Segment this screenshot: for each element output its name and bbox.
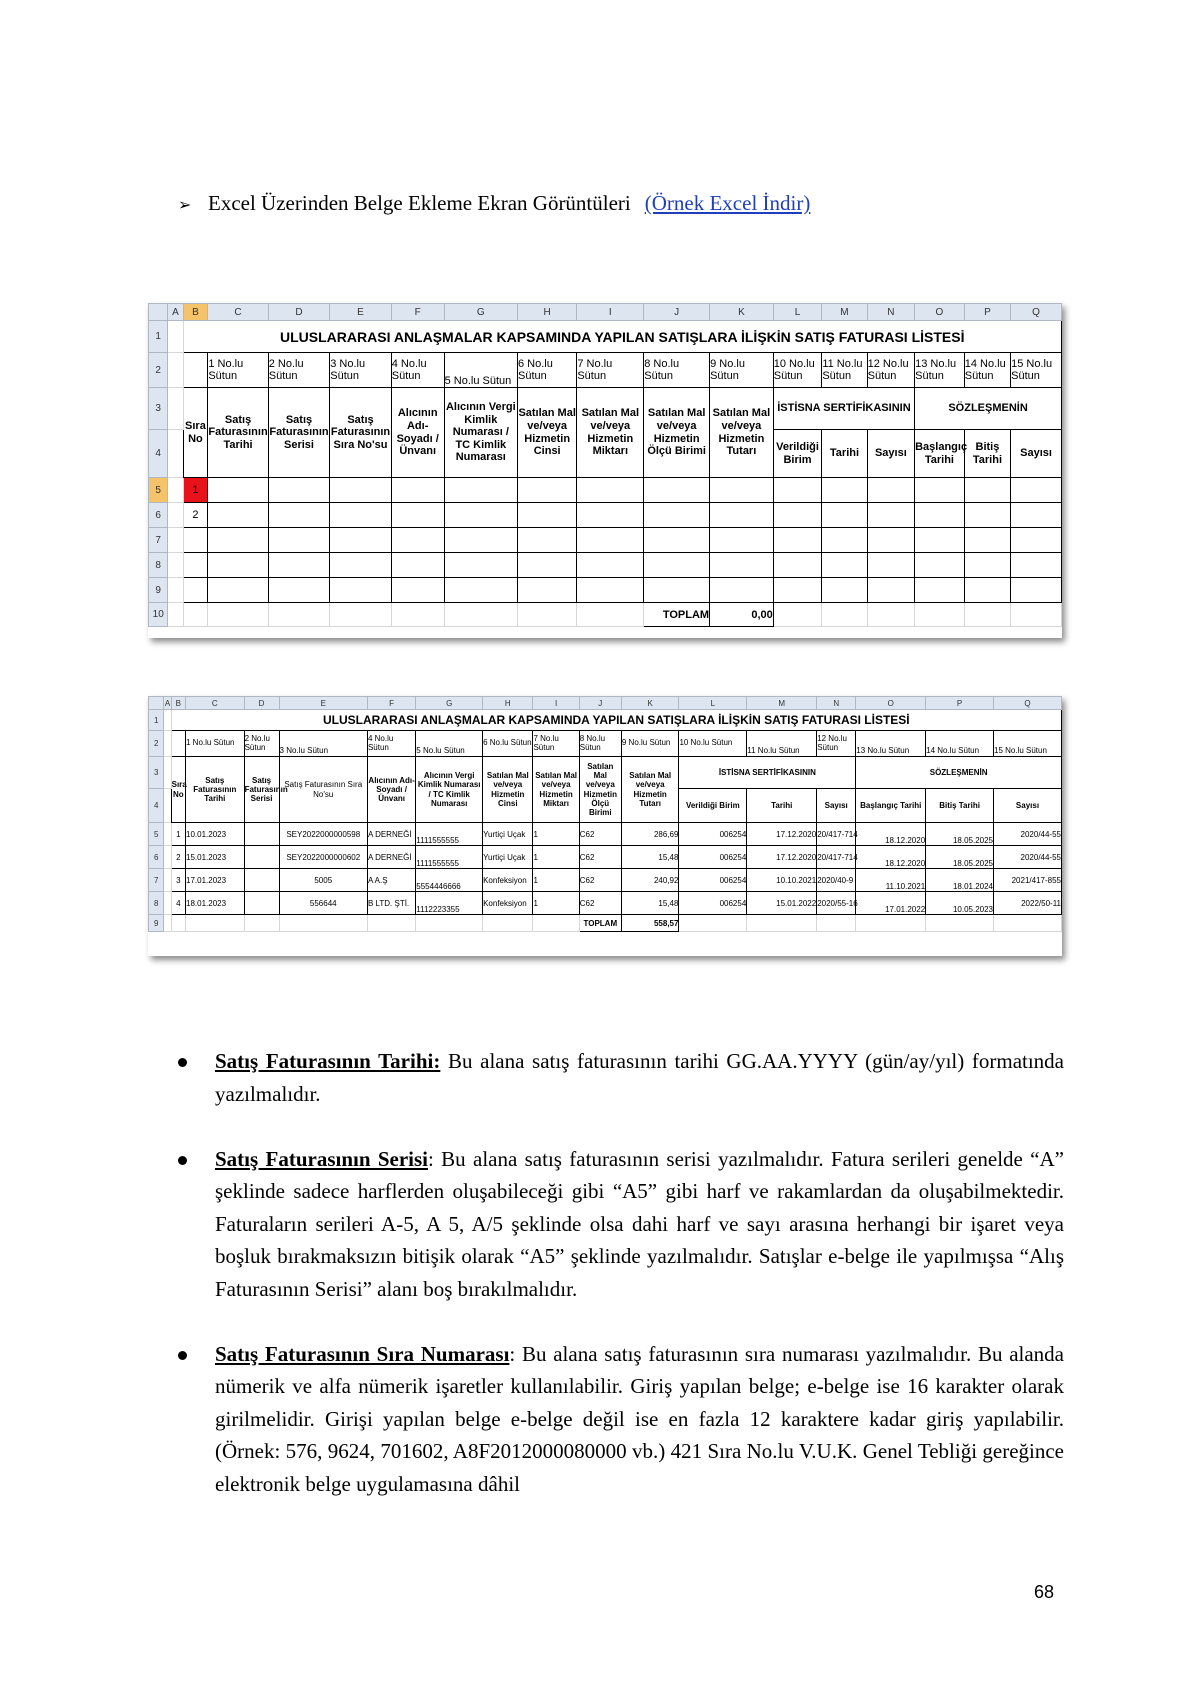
header-bitis: Bitiş Tarihi [926, 789, 994, 823]
col-header-i[interactable]: I [577, 304, 644, 321]
col-header-e[interactable]: E [279, 697, 367, 710]
cell-sira-2[interactable]: 2 [183, 503, 208, 528]
cell-cinsi[interactable]: Konfeksiyon [483, 892, 533, 915]
subheader-7: 7 No.lu Sütun [577, 353, 644, 388]
subheader-11: 11 No.lu Sütun [747, 731, 817, 757]
subheader-9: 9 No.lu Sütun [621, 731, 679, 757]
col-header-q[interactable]: Q [994, 697, 1062, 710]
heading-text: Excel Üzerinden Belge Ekleme Ekran Görüntüleri [208, 191, 631, 215]
header-bitis: Bitiş Tarihi [964, 430, 1010, 478]
cell-ist-tarihi[interactable]: 17.12.2020 [747, 823, 817, 846]
cell-tutari[interactable]: 15,48 [621, 846, 679, 869]
col-header-c[interactable]: C [208, 304, 268, 321]
cell-vergi[interactable]: 1111555555 [416, 846, 483, 869]
list-item [178, 1143, 1064, 1306]
subheader-12: 12 No.lu Sütun [817, 731, 856, 757]
cell-tarih[interactable]: 17.01.2023 [186, 869, 245, 892]
sheet2-table [148, 696, 1062, 932]
toplam-label: TOPLAM [644, 603, 710, 627]
cell-miktari[interactable]: 1 [533, 846, 579, 869]
col-header-m[interactable]: M [822, 304, 867, 321]
bullet-dot-icon [178, 1058, 187, 1067]
subheader-6: 6 No.lu Sütun [518, 353, 577, 388]
header-soz-sayisi: Sayısı [1011, 430, 1062, 478]
cell-tutari[interactable]: 15,48 [621, 892, 679, 915]
list-item [178, 1338, 1064, 1501]
subheader-12: 12 No.lu Sütun [867, 353, 914, 388]
header-sozlesme: SÖZLEŞMENİN [915, 388, 1062, 430]
cell-serisi[interactable] [244, 892, 279, 915]
cell-verildigi[interactable]: 006254 [679, 869, 747, 892]
table-row [149, 892, 1062, 915]
header-olcu: Satılan Mal ve/veya Hizmetin Ölçü Birimi [644, 388, 710, 478]
header-serisi: Satış Faturasının Serisi [244, 757, 279, 823]
cell-bitis[interactable]: 10.05.2023 [926, 892, 994, 915]
cell-tutari[interactable]: 240,92 [621, 869, 679, 892]
row-header-1[interactable]: 1 [149, 710, 164, 731]
bullet-dot-icon [178, 1156, 187, 1165]
header-istisna: İSTİSNA SERTİFİKASININ [679, 757, 856, 789]
bullet-text: : Bu alana satış faturasının serisi yazılmalıdır. Fatura serileri genelde “A” şeklinde sadece harflerden oluşabileceği gibi “A5” gibi harf ve rakamlardan da oluşabilmektedir. Faturaların serileri A-5, A 5, A/5 şeklinde olsa dahi harf ve sayı arasına herhangi bir işaret veya boşluk bırakmaksızın bitişik olarak “A5” şeklinde yazılmalıdır. Satışlar e-belge ile yapılmışsa “Alış Faturasının Serisi” alanı boş bırakılmalıdır. [215, 1146, 1064, 1301]
bullet-term: Satış Faturasının Tarihi: [215, 1049, 441, 1073]
cell-sira-no[interactable]: 4 [171, 892, 185, 915]
col-header-b[interactable]: B [171, 697, 185, 710]
header-ist-sayisi: Sayısı [817, 789, 856, 823]
subheader-8: 8 No.lu Sütun [579, 731, 621, 757]
header-tarih: Satış Faturasının Tarihi [208, 388, 268, 478]
subheader-1: 1 No.lu Sütun [208, 353, 268, 388]
cell-soz-sayisi[interactable]: 2021/417-855 [994, 869, 1062, 892]
table-row [149, 478, 1062, 503]
col-header-h[interactable]: H [483, 697, 533, 710]
cell-verildigi[interactable]: 006254 [679, 846, 747, 869]
bullet-term: Satış Faturasının Sıra Numarası [215, 1341, 510, 1366]
table-row [149, 846, 1062, 869]
subheader-4: 4 No.lu Sütun [367, 731, 415, 757]
header-baslangic: Başlangıç Tarihi [915, 430, 965, 478]
cell-ist-sayisi[interactable]: 20/417-714 [817, 823, 856, 846]
subheader-9: 9 No.lu Sütun [710, 353, 774, 388]
col-header-a[interactable]: A [164, 698, 171, 708]
subheader-15: 15 No.lu Sütun [1011, 353, 1062, 388]
col-header-n[interactable]: N [817, 697, 856, 710]
cell-tarih[interactable]: 18.01.2023 [186, 892, 245, 915]
header-istisna: İSTİSNA SERTİFİKASININ [773, 388, 914, 430]
cell-sira[interactable]: 5005 [279, 869, 367, 892]
cell-tarih[interactable]: 15.01.2023 [186, 846, 245, 869]
col-header-d[interactable]: D [244, 697, 279, 710]
col-header-c[interactable]: C [186, 697, 245, 710]
cell-baslangic[interactable]: 17.01.2022 [856, 892, 926, 915]
bullet-text: : Bu alana satış faturasının sıra numarası yazılmalıdır. Bu alanda nümerik ve alfa nümerik işaretler kullanılabilir. Giriş yapılan belge; e-belge ise 16 karakter olarak girilmelidir. Girişi yapılan belge e-belge değil ise en fazla 12 karaktere kadar giriş yapılabilir. (Örnek: 576, 9624, 701602, A8F2012000080000 vb.) 421 Sıra No.lu V.U.K. Genel Tebliği gereğince elektronik belge uygulamasına dâhil [215, 1341, 1064, 1496]
cell-miktari[interactable]: 1 [533, 892, 579, 915]
cell-olcu[interactable]: C62 [579, 892, 621, 915]
cell-baslangic[interactable]: 18.12.2020 [856, 823, 926, 846]
header-miktari: Satılan Mal ve/veya Hizmetin Miktarı [533, 757, 579, 823]
cell-bitis[interactable]: 18.05.2025 [926, 823, 994, 846]
cell-miktari[interactable]: 1 [533, 869, 579, 892]
cell-verildigi[interactable]: 006254 [679, 823, 747, 846]
cell-alici[interactable]: B LTD. ŞTİ. [367, 892, 415, 915]
col-header-j[interactable]: J [644, 304, 710, 321]
subheader-3: 3 No.lu Sütun [279, 731, 367, 757]
subheader-2: 2 No.lu Sütun [244, 731, 279, 757]
cell-sira[interactable]: 556644 [279, 892, 367, 915]
cell-alici[interactable]: A A.Ş [367, 869, 415, 892]
toplam-label: TOPLAM [579, 915, 621, 932]
col-header-h[interactable]: H [518, 304, 577, 321]
subheader-11: 11 No.lu Sütun [822, 353, 867, 388]
cell-tutari[interactable]: 286,69 [621, 823, 679, 846]
cell-miktari[interactable]: 1 [533, 823, 579, 846]
cell-baslangic[interactable]: 11.10.2021 [856, 869, 926, 892]
cell-ist-tarihi[interactable]: 17.12.2020 [747, 846, 817, 869]
bullet-text: Bu alana satış faturasının tarihi GG.AA.YYYY (gün/ay/yıl) formatında yazılmalıdır. [215, 1049, 1064, 1106]
sheet2-column-header-row [149, 697, 1062, 710]
table-row [149, 503, 1062, 528]
cell-olcu[interactable]: C62 [579, 869, 621, 892]
header-ist-tarihi: Tarihi [747, 789, 817, 823]
cell-ist-tarihi[interactable]: 10.10.2021 [747, 869, 817, 892]
row-header-8[interactable]: 8 [149, 892, 164, 915]
header-soz-sayisi: Sayısı [994, 789, 1062, 823]
row-header-4[interactable]: 4 [149, 430, 168, 478]
header-ist-sayisi: Sayısı [867, 430, 914, 478]
row-header-6[interactable]: 6 [149, 503, 168, 528]
excel-screenshot-empty [148, 303, 1062, 638]
sheet2-title: ULUSLARARASI ANLAŞMALAR KAPSAMINDA YAPILAN SATIŞLARA İLİŞKİN SATIŞ FATURASI LİSTESİ [171, 710, 1061, 731]
cell-soz-sayisi[interactable]: 2020/44-55 [994, 823, 1062, 846]
header-vergi: Alıcının Vergi Kimlik Numarası / TC Kimlik Numarası [416, 757, 483, 823]
excel-screenshot-filled [148, 696, 1062, 956]
row-header-8[interactable]: 8 [149, 553, 168, 578]
header-alici: Alıcının Adı-Soyadı / Ünvanı [367, 757, 415, 823]
field-descriptions [178, 1045, 1064, 1533]
cell-verildigi[interactable]: 006254 [679, 892, 747, 915]
arrow-bullet-icon: ➢ [178, 195, 192, 214]
cell-bitis[interactable]: 18.05.2025 [926, 846, 994, 869]
header-tutari: Satılan Mal ve/veya Hizmetin Tutarı [621, 757, 679, 823]
cell-tarih[interactable]: 10.01.2023 [186, 823, 245, 846]
cell-olcu[interactable]: C62 [579, 823, 621, 846]
col-header-n[interactable]: N [867, 304, 914, 321]
list-item [178, 1045, 1064, 1110]
select-all-corner[interactable] [149, 697, 164, 710]
col-header-a[interactable]: A [168, 304, 183, 321]
col-header-e[interactable]: E [330, 304, 392, 321]
col-header-o[interactable]: O [915, 304, 965, 321]
col-header-d[interactable]: D [268, 304, 330, 321]
cell-soz-sayisi[interactable]: 2022/50-11 [994, 892, 1062, 915]
subheader-14: 14 No.lu Sütun [964, 353, 1010, 388]
subheader-15: 15 No.lu Sütun [994, 731, 1062, 757]
cell-serisi[interactable] [244, 869, 279, 892]
cell-sira-no[interactable]: 1 [171, 823, 185, 846]
subheader-5: 5 No.lu Sütun [416, 731, 483, 757]
col-header-p[interactable]: P [926, 697, 994, 710]
col-header-l[interactable]: L [773, 304, 822, 321]
subheader-8: 8 No.lu Sütun [644, 353, 710, 388]
subheader-10: 10 No.lu Sütun [679, 731, 747, 757]
col-header-g[interactable]: G [416, 697, 483, 710]
row-header-6[interactable]: 6 [149, 846, 164, 869]
row-header-7[interactable]: 7 [149, 869, 164, 892]
col-header-f[interactable]: F [391, 304, 444, 321]
cell-ist-sayisi[interactable]: 2020/55-16 [817, 892, 856, 915]
header-sira-no: Sıra No [183, 388, 208, 478]
header-verildigi: Verildiği Birim [773, 430, 822, 478]
row-header-7[interactable]: 7 [149, 528, 168, 553]
header-sira: Satış Faturasının Sıra No'su [330, 388, 392, 478]
col-header-k[interactable]: K [621, 697, 679, 710]
col-header-l[interactable]: L [679, 697, 747, 710]
cell-sira-no[interactable]: 2 [171, 846, 185, 869]
cell-cinsi[interactable]: Yurtiçi Uçak [483, 823, 533, 846]
header-cinsi: Satılan Mal ve/veya Hizmetin Cinsi [518, 388, 577, 478]
cell-vergi[interactable]: 1112223355 [416, 892, 483, 915]
cell-soz-sayisi[interactable]: 2020/44-55 [994, 846, 1062, 869]
cell-vergi[interactable]: 5554446666 [416, 869, 483, 892]
bullet-term: Satış Faturasının Serisi [215, 1146, 429, 1171]
header-ist-tarihi: Tarihi [822, 430, 867, 478]
select-all-corner[interactable] [149, 304, 168, 321]
subheader-13: 13 No.lu Sütun [915, 353, 965, 388]
header-olcu: Satılan Mal ve/veya Hizmetin Ölçü Birimi [579, 757, 621, 823]
row-header-3[interactable]: 3 [149, 757, 164, 789]
header-miktari: Satılan Mal ve/veya Hizmetin Miktarı [577, 388, 644, 478]
subheader-4: 4 No.lu Sütun [391, 353, 444, 388]
cell-ist-sayisi[interactable]: 20/417-714 [817, 846, 856, 869]
cell-serisi[interactable] [244, 823, 279, 846]
cell-sira[interactable]: SEY2022000000602 [279, 846, 367, 869]
col-header-q[interactable]: Q [1011, 304, 1062, 321]
header-verildigi: Verildiği Birim [679, 789, 747, 823]
sheet1-column-header-row [149, 304, 1062, 321]
cell-ist-tarihi[interactable]: 15.01.2022 [747, 892, 817, 915]
subheader-3: 3 No.lu Sütun [330, 353, 392, 388]
sheet1-table [148, 303, 1062, 627]
col-header-i[interactable]: I [533, 697, 579, 710]
cell-alici[interactable]: A DERNEĞİ [367, 823, 415, 846]
sample-excel-download-link[interactable]: (Örnek Excel İndir) [644, 191, 811, 215]
header-vergi: Alıcının Vergi Kimlik Numarası / TC Kimlik Numarası [444, 388, 517, 478]
col-header-p[interactable]: P [964, 304, 1010, 321]
header-sira-no: Sıra No [171, 757, 185, 823]
subheader-5: 5 No.lu Sütun [444, 353, 517, 388]
row-header-2[interactable]: 2 [149, 731, 164, 757]
cell-vergi[interactable]: 1111555555 [416, 823, 483, 846]
header-sira: Satış Faturasının Sıra No'su [279, 757, 367, 823]
toplam-value: 558,57 [621, 915, 679, 932]
subheader-2: 2 No.lu Sütun [268, 353, 330, 388]
header-tarih: Satış Faturasının Tarihi [186, 757, 245, 823]
sheet1-title: ULUSLARARASI ANLAŞMALAR KAPSAMINDA YAPILAN SATIŞLARA İLİŞKİN SATIŞ FATURASI LİSTESİ [183, 321, 1061, 353]
section-heading [178, 190, 810, 218]
bullet-dot-icon [178, 1351, 187, 1360]
cell-baslangic[interactable]: 18.12.2020 [856, 846, 926, 869]
subheader-10: 10 No.lu Sütun [773, 353, 822, 388]
header-tutari: Satılan Mal ve/veya Hizmetin Tutarı [710, 388, 774, 478]
cell-sira[interactable]: SEY2022000000598 [279, 823, 367, 846]
cell-cinsi[interactable]: Yurtiçi Uçak [483, 846, 533, 869]
header-cinsi: Satılan Mal ve/veya Hizmetin Cinsi [483, 757, 533, 823]
cell-ist-sayisi[interactable]: 2020/40-9 [817, 869, 856, 892]
table-row [149, 823, 1062, 846]
header-sozlesme: SÖZLEŞMENİN [856, 757, 1062, 789]
subheader-7: 7 No.lu Sütun [533, 731, 579, 757]
row-header-2[interactable]: 2 [149, 353, 168, 388]
subheader-1: 1 No.lu Sütun [186, 731, 245, 757]
cell-cinsi[interactable]: Konfeksiyon [483, 869, 533, 892]
cell-sira-no[interactable]: 3 [171, 869, 185, 892]
row-header-9[interactable]: 9 [149, 578, 168, 603]
row-header-1[interactable]: 1 [149, 321, 168, 353]
subheader-6: 6 No.lu Sütun [483, 731, 533, 757]
row-header-4[interactable]: 4 [149, 789, 164, 823]
col-header-b[interactable]: B [183, 304, 208, 321]
col-header-j[interactable]: J [579, 697, 621, 710]
col-header-m[interactable]: M [747, 697, 817, 710]
subheader-14: 14 No.lu Sütun [926, 731, 994, 757]
header-alici: Alıcının Adı-Soyadı / Ünvanı [391, 388, 444, 478]
col-header-k[interactable]: K [710, 304, 774, 321]
toplam-value: 0,00 [710, 603, 774, 627]
row-header-5[interactable]: 5 [149, 478, 168, 503]
row-header-5[interactable]: 5 [149, 823, 164, 846]
selected-cell-sira-1[interactable]: 1 [183, 478, 208, 503]
row-header-9[interactable]: 9 [149, 915, 164, 932]
header-baslangic: Başlangıç Tarihi [856, 789, 926, 823]
row-header-3[interactable]: 3 [149, 388, 168, 430]
subheader-13: 13 No.lu Sütun [856, 731, 926, 757]
col-header-f[interactable]: F [367, 697, 415, 710]
row-header-10[interactable]: 10 [149, 603, 168, 627]
cell-olcu[interactable]: C62 [579, 846, 621, 869]
cell-serisi[interactable] [244, 846, 279, 869]
cell-alici[interactable]: A DERNEĞİ [367, 846, 415, 869]
cell-bitis[interactable]: 18.01.2024 [926, 869, 994, 892]
header-serisi: Satış Faturasının Serisi [268, 388, 330, 478]
col-header-g[interactable]: G [444, 304, 517, 321]
col-header-o[interactable]: O [856, 697, 926, 710]
table-row [149, 869, 1062, 892]
page-number: 68 [1034, 1582, 1055, 1602]
